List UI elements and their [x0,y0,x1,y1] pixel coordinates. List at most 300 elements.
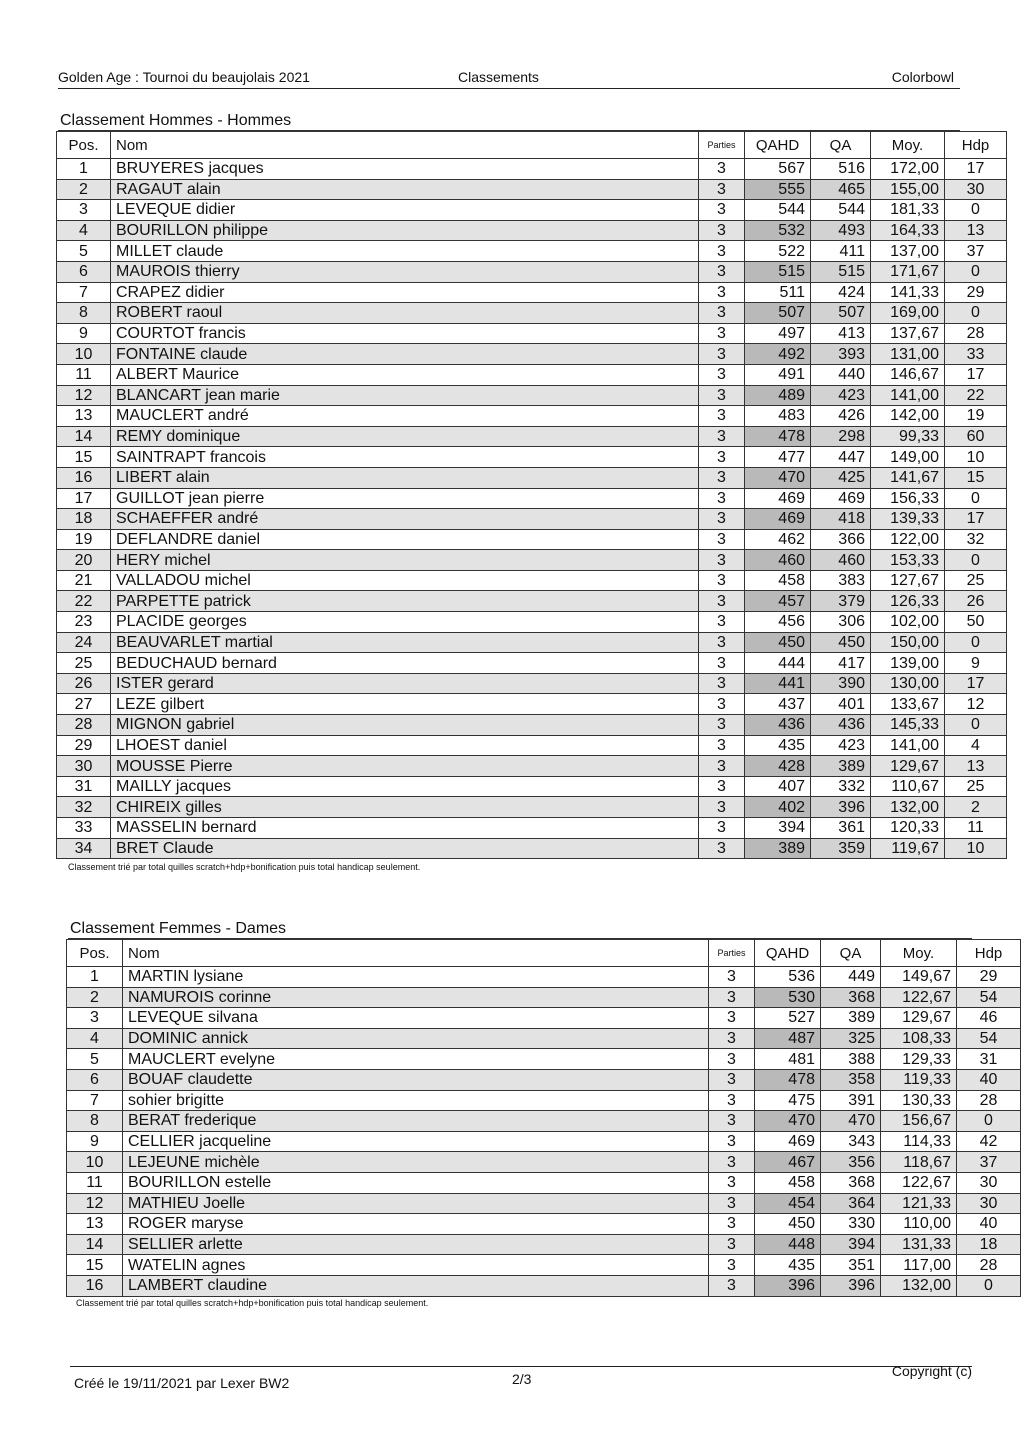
cell-qa: 460 [811,550,871,571]
table-row [67,1131,1021,1152]
cell-qa: 298 [811,426,871,447]
cell-qahd: 407 [745,776,811,797]
cell-qa: 388 [821,1049,881,1070]
cell-qa: 389 [811,756,871,777]
cell-hdp: 42 [957,1131,1021,1152]
cell-nom: ROGER maryse [123,1214,709,1235]
cell-pos: 2 [57,179,111,200]
cell-qa: 465 [811,179,871,200]
table-row [67,1172,1021,1193]
cell-pos: 10 [57,344,111,365]
col-header-moy: Moy. [881,940,957,967]
cell-parties: 3 [709,1214,755,1235]
cell-hdp: 26 [945,591,1007,612]
col-header-qa: QA [821,940,881,967]
cell-nom: MARTIN lysiane [123,967,709,988]
cell-moy: 150,00 [871,632,945,653]
cell-nom: BOUAF claudette [123,1069,709,1090]
cell-moy: 120,33 [871,818,945,839]
cell-moy: 102,00 [871,612,945,633]
cell-qa: 507 [811,303,871,324]
cell-qahd: 481 [755,1049,821,1070]
cell-parties: 3 [699,426,745,447]
cell-moy: 131,33 [881,1234,957,1255]
cell-moy: 130,00 [871,673,945,694]
cell-moy: 146,67 [871,364,945,385]
cell-parties: 3 [699,797,745,818]
cell-hdp: 25 [945,570,1007,591]
cell-nom: BEDUCHAUD bernard [111,653,699,674]
cell-moy: 137,00 [871,241,945,262]
cell-qa: 440 [811,364,871,385]
cell-parties: 3 [699,550,745,571]
cell-nom: DEFLANDRE daniel [111,529,699,550]
cell-qahd: 435 [755,1255,821,1276]
cell-parties: 3 [699,488,745,509]
cell-hdp: 0 [945,550,1007,571]
cell-qahd: 497 [745,323,811,344]
cell-parties: 3 [699,447,745,468]
cell-moy: 142,00 [871,406,945,427]
cell-moy: 131,00 [871,344,945,365]
cell-hdp: 15 [945,467,1007,488]
cell-hdp: 10 [945,447,1007,468]
cell-qahd: 555 [745,179,811,200]
cell-nom: LEVEQUE didier [111,200,699,221]
cell-parties: 3 [709,1193,755,1214]
cell-moy: 169,00 [871,303,945,324]
cell-moy: 132,00 [871,797,945,818]
cell-nom: MAUCLERT andré [111,406,699,427]
cell-pos: 3 [67,1008,123,1029]
cell-hdp: 19 [945,406,1007,427]
cell-moy: 164,33 [871,220,945,241]
cell-hdp: 28 [957,1255,1021,1276]
cell-nom: BOURILLON estelle [123,1172,709,1193]
table-row [57,179,1007,200]
cell-hdp: 54 [957,1028,1021,1049]
cell-qahd: 475 [755,1090,821,1111]
cell-nom: MATHIEU Joelle [123,1193,709,1214]
col-header-nom: Nom [111,132,699,159]
cell-qa: 391 [821,1090,881,1111]
table-row [57,364,1007,385]
cell-hdp: 11 [945,818,1007,839]
cell-nom: MOUSSE Pierre [111,756,699,777]
cell-nom: LHOEST daniel [111,735,699,756]
cell-qahd: 469 [745,509,811,530]
cell-moy: 141,67 [871,467,945,488]
cell-moy: 139,00 [871,653,945,674]
cell-moy: 126,33 [871,591,945,612]
cell-qahd: 478 [745,426,811,447]
cell-nom: ISTER gerard [111,673,699,694]
cell-qa: 447 [811,447,871,468]
cell-pos: 27 [57,694,111,715]
cell-moy: 141,00 [871,385,945,406]
cell-moy: 119,67 [871,838,945,859]
cell-pos: 24 [57,632,111,653]
cell-hdp: 13 [945,220,1007,241]
table-row [57,200,1007,221]
cell-hdp: 2 [945,797,1007,818]
cell-moy: 118,67 [881,1152,957,1173]
cell-hdp: 18 [957,1234,1021,1255]
cell-pos: 15 [67,1255,123,1276]
table-row [57,385,1007,406]
cell-qa: 389 [821,1008,881,1029]
cell-qa: 544 [811,200,871,221]
cell-nom: sohier brigitte [123,1090,709,1111]
cell-pos: 21 [57,570,111,591]
cell-qa: 418 [811,509,871,530]
table-row [67,1008,1021,1029]
cell-qa: 411 [811,241,871,262]
cell-moy: 110,00 [881,1214,957,1235]
cell-pos: 3 [57,200,111,221]
table-row [57,323,1007,344]
cell-qa: 393 [811,344,871,365]
cell-qa: 379 [811,591,871,612]
cell-qa: 449 [821,967,881,988]
cell-moy: 119,33 [881,1069,957,1090]
table-row [57,591,1007,612]
cell-pos: 29 [57,735,111,756]
table-row [57,241,1007,262]
cell-parties: 3 [709,1028,755,1049]
cell-parties: 3 [709,1275,755,1296]
cell-moy: 141,00 [871,735,945,756]
table-row [57,735,1007,756]
col-header-moy: Moy. [871,132,945,159]
cell-parties: 3 [699,756,745,777]
cell-hdp: 0 [945,632,1007,653]
cell-moy: 172,00 [871,159,945,180]
cell-qahd: 491 [745,364,811,385]
cell-parties: 3 [709,1008,755,1029]
cell-moy: 99,33 [871,426,945,447]
cell-qahd: 544 [745,200,811,221]
table-row [67,1214,1021,1235]
cell-moy: 122,67 [881,987,957,1008]
cell-parties: 3 [699,406,745,427]
cell-qahd: 511 [745,282,811,303]
cell-parties: 3 [699,838,745,859]
cell-nom: NAMUROIS corinne [123,987,709,1008]
cell-nom: BRUYERES jacques [111,159,699,180]
cell-hdp: 0 [945,303,1007,324]
cell-qa: 390 [811,673,871,694]
cell-parties: 3 [699,261,745,282]
cell-hdp: 30 [945,179,1007,200]
cell-parties: 3 [699,467,745,488]
cell-hdp: 29 [945,282,1007,303]
cell-qa: 515 [811,261,871,282]
cell-moy: 171,67 [871,261,945,282]
cell-parties: 3 [709,1172,755,1193]
cell-qahd: 469 [745,488,811,509]
cell-qahd: 492 [745,344,811,365]
cell-pos: 16 [57,467,111,488]
cell-pos: 18 [57,509,111,530]
table-row [67,1152,1021,1173]
footer-page-number: 2/3 [512,1371,532,1387]
cell-nom: MAILLY jacques [111,776,699,797]
cell-parties: 3 [699,385,745,406]
cell-moy: 149,00 [871,447,945,468]
cell-qahd: 396 [755,1275,821,1296]
cell-hdp: 32 [945,529,1007,550]
cell-parties: 3 [709,1090,755,1111]
cell-qa: 516 [811,159,871,180]
cell-pos: 11 [67,1172,123,1193]
cell-pos: 20 [57,550,111,571]
cell-nom: RAGAUT alain [111,179,699,200]
cell-pos: 7 [57,282,111,303]
cell-qahd: 487 [755,1028,821,1049]
cell-qa: 469 [811,488,871,509]
cell-qa: 401 [811,694,871,715]
cell-parties: 3 [699,529,745,550]
cell-qahd: 450 [755,1214,821,1235]
table-row [57,282,1007,303]
table-row [67,967,1021,988]
section-title-femmes: Classement Femmes - Dames [70,920,287,937]
table-row [57,776,1007,797]
cell-hdp: 60 [945,426,1007,447]
cell-qa: 493 [811,220,871,241]
table-row [57,715,1007,736]
cell-nom: GUILLOT jean pierre [111,488,699,509]
cell-qa: 423 [811,385,871,406]
table-row [67,1028,1021,1049]
cell-qa: 343 [821,1131,881,1152]
cell-hdp: 37 [957,1152,1021,1173]
cell-pos: 31 [57,776,111,797]
cell-qahd: 536 [755,967,821,988]
cell-qahd: 437 [745,694,811,715]
cell-qa: 364 [821,1193,881,1214]
cell-qa: 417 [811,653,871,674]
cell-parties: 3 [699,220,745,241]
cell-hdp: 0 [945,200,1007,221]
cell-parties: 3 [699,673,745,694]
cell-pos: 33 [57,818,111,839]
cell-moy: 117,00 [881,1255,957,1276]
cell-pos: 1 [57,159,111,180]
cell-hdp: 0 [945,488,1007,509]
cell-pos: 11 [57,364,111,385]
cell-moy: 130,33 [881,1090,957,1111]
cell-qahd: 460 [745,550,811,571]
table-row [67,1234,1021,1255]
cell-qa: 356 [821,1152,881,1173]
cell-nom: SCHAEFFER andré [111,509,699,530]
cell-pos: 32 [57,797,111,818]
cell-qahd: 527 [755,1008,821,1029]
cell-qahd: 515 [745,261,811,282]
col-header-qahd: QAHD [755,940,821,967]
cell-nom: FONTAINE claude [111,344,699,365]
cell-pos: 17 [57,488,111,509]
cell-qahd: 462 [745,529,811,550]
cell-pos: 14 [57,426,111,447]
cell-qa: 450 [811,632,871,653]
cell-nom: PLACIDE georges [111,612,699,633]
cell-qahd: 457 [745,591,811,612]
cell-qa: 330 [821,1214,881,1235]
table-row [57,694,1007,715]
cell-qa: 383 [811,570,871,591]
cell-hdp: 37 [945,241,1007,262]
table-row [57,261,1007,282]
cell-nom: LAMBERT claudine [123,1275,709,1296]
cell-pos: 22 [57,591,111,612]
cell-hdp: 25 [945,776,1007,797]
cell-qahd: 402 [745,797,811,818]
cell-parties: 3 [699,715,745,736]
table-row [67,1193,1021,1214]
cell-pos: 2 [67,987,123,1008]
cell-nom: CHIREIX gilles [111,797,699,818]
cell-qahd: 567 [745,159,811,180]
cell-nom: CRAPEZ didier [111,282,699,303]
cell-pos: 30 [57,756,111,777]
page-header [58,66,960,89]
cell-nom: LEZE gilbert [111,694,699,715]
cell-hdp: 29 [957,967,1021,988]
table-row [57,344,1007,365]
table-row [57,838,1007,859]
cell-pos: 8 [67,1111,123,1132]
cell-parties: 3 [699,612,745,633]
cell-nom: HERY michel [111,550,699,571]
cell-pos: 5 [57,241,111,262]
cell-parties: 3 [709,1069,755,1090]
col-header-nom: Nom [123,940,709,967]
cell-qa: 425 [811,467,871,488]
table-row [57,612,1007,633]
cell-hdp: 50 [945,612,1007,633]
cell-pos: 25 [57,653,111,674]
cell-pos: 13 [57,406,111,427]
table-row [57,488,1007,509]
cell-moy: 108,33 [881,1028,957,1049]
col-header-hdp: Hdp [945,132,1007,159]
cell-nom: CELLIER jacqueline [123,1131,709,1152]
section-title-hommes: Classement Hommes - Hommes [60,112,292,129]
cell-moy: 122,67 [881,1172,957,1193]
cell-qahd: 470 [745,467,811,488]
cell-nom: COURTOT francis [111,323,699,344]
cell-nom: REMY dominique [111,426,699,447]
cell-hdp: 33 [945,344,1007,365]
cell-nom: LIBERT alain [111,467,699,488]
cell-nom: BOURILLON philippe [111,220,699,241]
cell-qahd: 522 [745,241,811,262]
table-row [57,653,1007,674]
table-row [57,797,1007,818]
cell-pos: 23 [57,612,111,633]
cell-pos: 6 [57,261,111,282]
cell-qa: 332 [811,776,871,797]
cell-hdp: 0 [945,261,1007,282]
cell-parties: 3 [709,1234,755,1255]
cell-parties: 3 [709,1255,755,1276]
sort-note-hommes: Classement trié par total quilles scratch+hdp+bonification puis total handicap seulement. [68,862,421,872]
table-header-row [67,940,1021,967]
ranking-table-femmes [66,939,1021,1297]
cell-hdp: 46 [957,1008,1021,1029]
cell-qa: 325 [821,1028,881,1049]
cell-pos: 10 [67,1152,123,1173]
cell-pos: 19 [57,529,111,550]
col-header-parties: Parties [699,132,745,159]
footer-copyright: Copyright (c) [891,1363,972,1379]
cell-nom: BLANCART jean marie [111,385,699,406]
cell-qa: 436 [811,715,871,736]
table-row [57,529,1007,550]
table-row [57,509,1007,530]
cell-parties: 3 [699,344,745,365]
cell-parties: 3 [699,570,745,591]
cell-nom: DOMINIC annick [123,1028,709,1049]
cell-parties: 3 [699,591,745,612]
table-row [57,406,1007,427]
cell-parties: 3 [699,241,745,262]
cell-nom: WATELIN agnes [123,1255,709,1276]
cell-pos: 6 [67,1069,123,1090]
cell-nom: MAUCLERT evelyne [123,1049,709,1070]
cell-moy: 141,33 [871,282,945,303]
cell-qahd: 456 [745,612,811,633]
table-row [67,1275,1021,1296]
cell-moy: 155,00 [871,179,945,200]
cell-qahd: 436 [745,715,811,736]
cell-moy: 153,33 [871,550,945,571]
cell-pos: 7 [67,1090,123,1111]
cell-qa: 359 [811,838,871,859]
cell-pos: 26 [57,673,111,694]
cell-moy: 133,67 [871,694,945,715]
cell-hdp: 17 [945,159,1007,180]
cell-qa: 396 [811,797,871,818]
table-row [57,570,1007,591]
cell-moy: 181,33 [871,200,945,221]
cell-parties: 3 [699,159,745,180]
cell-hdp: 28 [945,323,1007,344]
cell-hdp: 17 [945,364,1007,385]
cell-moy: 156,33 [871,488,945,509]
cell-pos: 4 [67,1028,123,1049]
cell-pos: 12 [57,385,111,406]
table-row [67,987,1021,1008]
cell-qa: 423 [811,735,871,756]
cell-pos: 4 [57,220,111,241]
cell-qahd: 394 [745,818,811,839]
cell-qahd: 448 [755,1234,821,1255]
cell-hdp: 30 [957,1172,1021,1193]
cell-moy: 110,67 [871,776,945,797]
cell-pos: 13 [67,1214,123,1235]
cell-moy: 114,33 [881,1131,957,1152]
cell-moy: 139,33 [871,509,945,530]
cell-pos: 8 [57,303,111,324]
table-row [57,756,1007,777]
cell-parties: 3 [709,1152,755,1173]
cell-qahd: 489 [745,385,811,406]
table-row [57,632,1007,653]
